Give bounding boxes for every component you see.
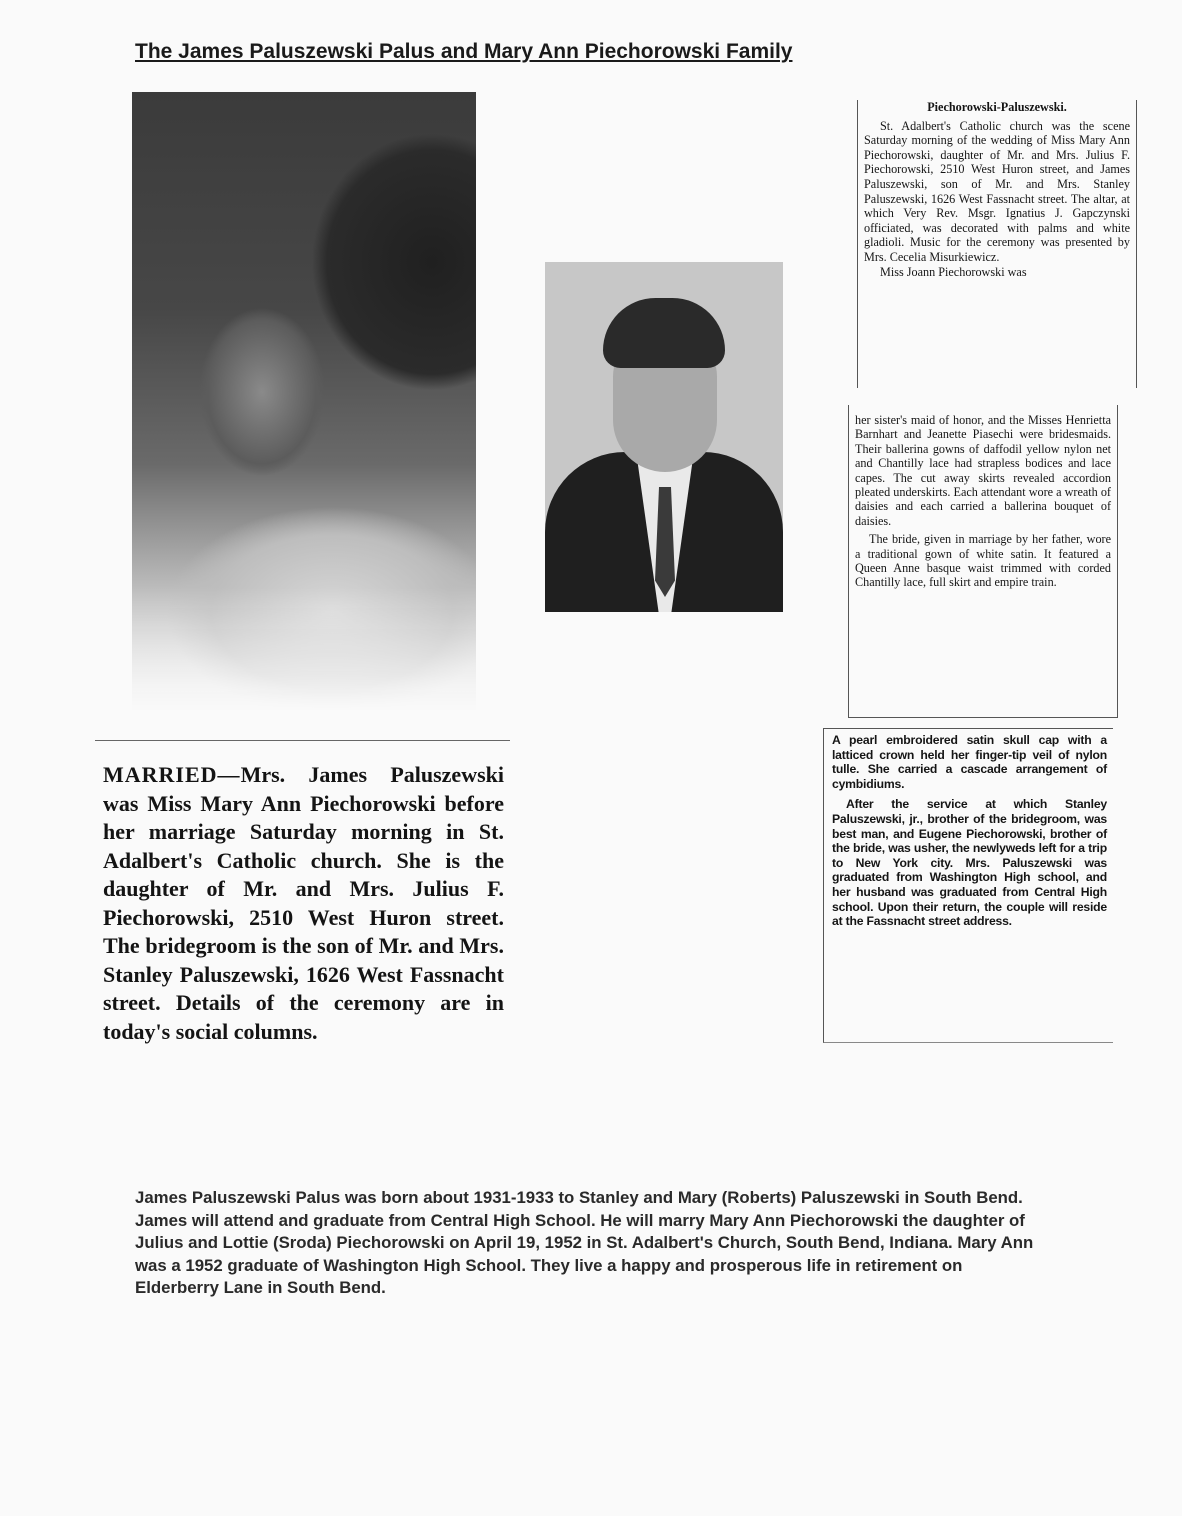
wedding-clipping-end bbox=[823, 728, 1113, 1043]
married-caption-clipping bbox=[95, 740, 510, 1150]
wedding-clipping-paragraph: A pearl embroidered satin skull cap with a latticed crown held her finger-tip veil of nylon tulle. She carried a cascade arrangement of cymbidiums. bbox=[832, 733, 1107, 791]
wedding-clipping bbox=[857, 100, 1137, 388]
married-caption-text: Mrs. James Paluszewski was Miss Mary Ann Piechorowski before her marriage Saturday morning in St. Adalbert's Catholic church. She is the daughter of Mr. and Mrs. Julius F. Piechorowski, 2510 West Huron street. The bridegroom is the son of Mr. and Mrs. Stanley Paluszewski, 1626 West Fassnacht street. Details of the ceremony are in today's social columns. bbox=[103, 762, 504, 1044]
wedding-clipping-paragraph: The bride, given in marriage by her father, wore a traditional gown of white satin. It featured a Queen Anne basque waist trimmed with corded Chantilly lace, full skirt and empire train. bbox=[855, 532, 1111, 590]
family-summary: James Paluszewski Palus was born about 1931-1933 to Stanley and Mary (Roberts) Paluszewski in South Bend. James will attend and graduate from Central High School. He will marry Mary Ann Piechorowski the daughter of Julius and Lottie (Sroda) Piechorowski on April 19, 1952 in St. Adalbert's Church, South Bend, Indiana. Mary Ann was a 1952 graduate of Washington High School. They live a happy and prosperous life in retirement on Elderberry Lane in South Bend. bbox=[135, 1188, 1034, 1298]
wedding-clipping-paragraph: her sister's maid of honor, and the Misses Henrietta Barnhart and Jeanette Piasechi were bridesmaids. Their ballerina gowns of daffodil yellow nylon net and Chantilly lace had strapless bodices and lace capes. The cut away skirts revealed accordion pleated underskirts. Each attendant wore a wreath of daisies and each carried a ballerina bouquet of daisies. bbox=[855, 413, 1111, 528]
groom-hair-shape bbox=[603, 298, 725, 368]
wedding-clipping-paragraph: After the service at which Stanley Paluszewski, jr., brother of the bridegroom, was best man, and Eugene Piechorowski, brother of the bride, was usher, the newlyweds left for a trip to New York city. Mrs. Paluszewski was graduated from Washington High school, and her husband was graduated from Central High school. Upon their return, the couple will reside at the Fassnacht street address. bbox=[832, 797, 1107, 929]
groom-photo bbox=[545, 262, 783, 612]
page-title: The James Paluszewski Palus and Mary Ann Piechorowski Family bbox=[135, 40, 793, 63]
bride-photo bbox=[132, 92, 476, 712]
married-caption-lead: MARRIED— bbox=[103, 762, 241, 787]
wedding-clipping-continued bbox=[848, 405, 1118, 718]
wedding-clipping-paragraph: Miss Joann Piechorowski was bbox=[880, 264, 1027, 279]
wedding-clipping-paragraph: St. Adalbert's Catholic church was the scene Saturday morning of the wedding of Miss Mary Ann Piechorowski, daughter of Mr. and Mrs. Julius F. Piechorowski, 2510 West Huron street, and James Paluszewski, son of Mr. and Mrs. Stanley Paluszewski, 1626 West Fassnacht street. The altar, at which Very Rev. Msgr. Ignatius J. Gapczynski officiated, was decorated with palms and white gladioli. Music for the ceremony was presented by Mrs. Cecelia Misurkiewicz. bbox=[864, 118, 1130, 264]
wedding-clipping-heading: Piechorowski-Paluszewski. bbox=[927, 100, 1067, 114]
